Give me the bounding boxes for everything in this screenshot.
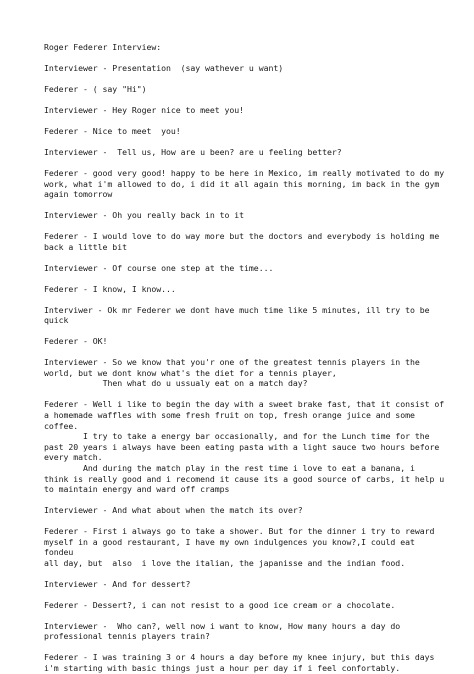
dialogue-line: Interviewer - Hey Roger nice to meet you! [44,104,245,115]
dialogue-line: Interviewer - And for dessert? [44,578,191,589]
dialogue-line: Interviewer - Of course one step at the time... [44,262,274,273]
dialogue-line: Federer - Dessert?, i can not resist to a good ice cream or a chocolate. [44,599,396,610]
dialogue-line: Interviwer - Ok mr Federer we dont have much time like 5 minutes, ill try to be quick [44,304,430,326]
dialogue-line: Interviewer - So we know that you'r one of the greatest tennis players in the world, but we dont know what's the diet for a tennis player, Then what do u ussualy eat on a match day? [44,357,420,389]
dialogue-line: Federer - ( say "Hi") [44,83,147,94]
dialogue-line: Federer - good very good! happy to be here in Mexico, im really motivated to do my work, what i'm allowed to do, i did it all again this morning, im back in the gym again tomorrow [44,167,445,200]
dialogue-line: Federer - I would love to do way more but the doctors and everybody is holding me back a little bit [44,231,440,252]
dialogue-line: Interviewer - Who can?, well now i want to know, How many hours a day do professional tennis players train? [44,620,401,642]
dialogue-line: Federer - I know, I know... [44,283,176,294]
dialogue-line: Interviewer - And what about when the match its over? [44,505,303,516]
dialogue-line: Federer - Well i like to begin the day with a sweet brake fast, that it consist of a homemade waffles with some fresh fruit on top, fresh orange juice and some coffee. I try to take a energy bar occasionally, and for the Lunch time for the past 20 years i always have been eating pasta with a light sauce two hours before every match. And during the match play in the rest time i love to eat a banana, i think is really good and i recomend it cause its a good source of carbs, it help u to maintain energy and ward off cramps [44,399,445,495]
dialogue-line: Interviewer - Tell us, How are u been? are u feeling better? [44,146,342,157]
dialogue-line: Interviewer - Oh you really back in to it [44,210,245,221]
dialogue-line: Interviewer - Presentation (say wathever u want) [44,62,284,73]
dialogue-line: Federer - Nice to meet you! [44,125,181,136]
dialogue-line: Federer - First i always go to take a shower. But for the dinner i try to reward myself in a good restaurant, I have my own indulgences you know?,I could eat fondeu all day, but also i love the italian, the japanisse and the indian food. [44,526,435,568]
dialogue-line: Federer - I was training 3 or 4 hours a day before my knee injury, but this days i'm starting with basic things just a hour per day if i feel confortably. [44,652,435,673]
document-body [44,42,446,674]
dialogue-line: Federer - OK! [44,336,108,347]
document-title: Roger Federer Interview: [44,42,162,52]
